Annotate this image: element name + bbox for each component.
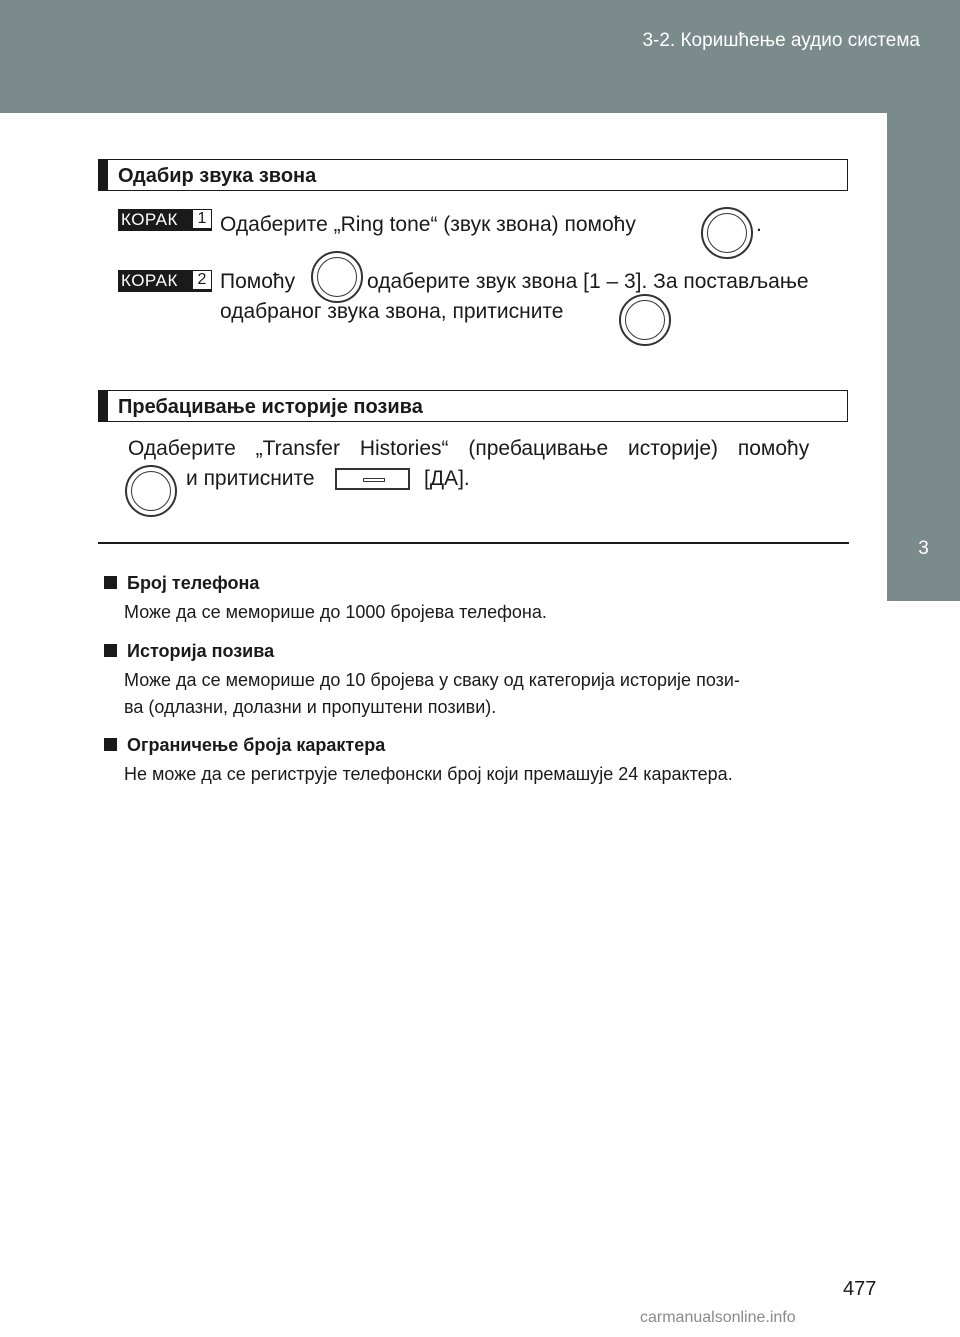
bullet-square-icon <box>104 576 117 589</box>
softkey-icon <box>335 468 410 490</box>
step-badge-2 <box>118 270 212 292</box>
chapter-tab <box>887 113 960 601</box>
heading-bar <box>98 390 108 422</box>
step-number: 2 <box>193 271 211 289</box>
step-word: КОРАК <box>121 271 178 290</box>
section-heading-transfer <box>98 390 848 422</box>
note-body: Не може да се региструје телефонски број који премашује 24 карактера. <box>124 764 733 784</box>
page-number: 477 <box>843 1278 877 1300</box>
step2-text-b: одаберите звук звона [1 – 3]. За постављање <box>367 270 809 293</box>
step-badge-1 <box>118 209 212 231</box>
step2-text-c: одабраног звука звона, притисните <box>220 300 564 323</box>
transfer-text-line1: Одаберите „Transfer Histories“ (пребацивање историје) помоћу <box>128 437 810 460</box>
note-heading-call-history <box>104 641 274 662</box>
step2-text-a: Помоћу <box>220 270 296 293</box>
step1-text: Одаберите „Ring tone“ (звук звона) помоћу <box>220 213 636 236</box>
transfer-text-a: и притисните <box>186 467 315 490</box>
note-title: Број телефона <box>127 573 260 593</box>
note-title: Ограничење броја карактера <box>127 735 386 755</box>
header-title: 3-2. Коришћење аудио система <box>642 30 920 51</box>
tune-knob-icon <box>619 294 671 346</box>
note-body: ва (одлазни, долазни и пропуштени позиви). <box>124 697 497 717</box>
tune-knob-icon <box>311 251 363 303</box>
header-band <box>0 0 960 113</box>
section-heading-text: Пребацивање историје позива <box>118 396 423 418</box>
watermark: carmanualsonline.info <box>640 1309 796 1326</box>
tune-knob-icon <box>701 207 753 259</box>
note-body: Може да се меморише до 1000 бројева телефона. <box>124 602 547 622</box>
note-body: Може да се меморише до 10 бројева у сваку од категорија историје пози- <box>124 670 740 690</box>
chapter-number: 3 <box>918 538 929 559</box>
heading-bar <box>98 159 108 191</box>
bullet-square-icon <box>104 644 117 657</box>
transfer-text-b: [ДА]. <box>424 467 470 490</box>
note-heading-phone-number <box>104 573 259 594</box>
note-title: Историја позива <box>127 641 275 661</box>
step-number: 1 <box>193 210 211 228</box>
step1-period: . <box>756 213 762 236</box>
step-word: КОРАК <box>121 210 178 229</box>
note-heading-char-limit <box>104 735 385 756</box>
tune-knob-icon <box>125 465 177 517</box>
bullet-square-icon <box>104 738 117 751</box>
section-heading-text: Одабир звука звона <box>118 165 317 187</box>
chapter-label: Унутрашњи уређаји <box>909 612 930 787</box>
section-heading-ring-tone <box>98 159 848 191</box>
section-divider <box>98 542 849 544</box>
